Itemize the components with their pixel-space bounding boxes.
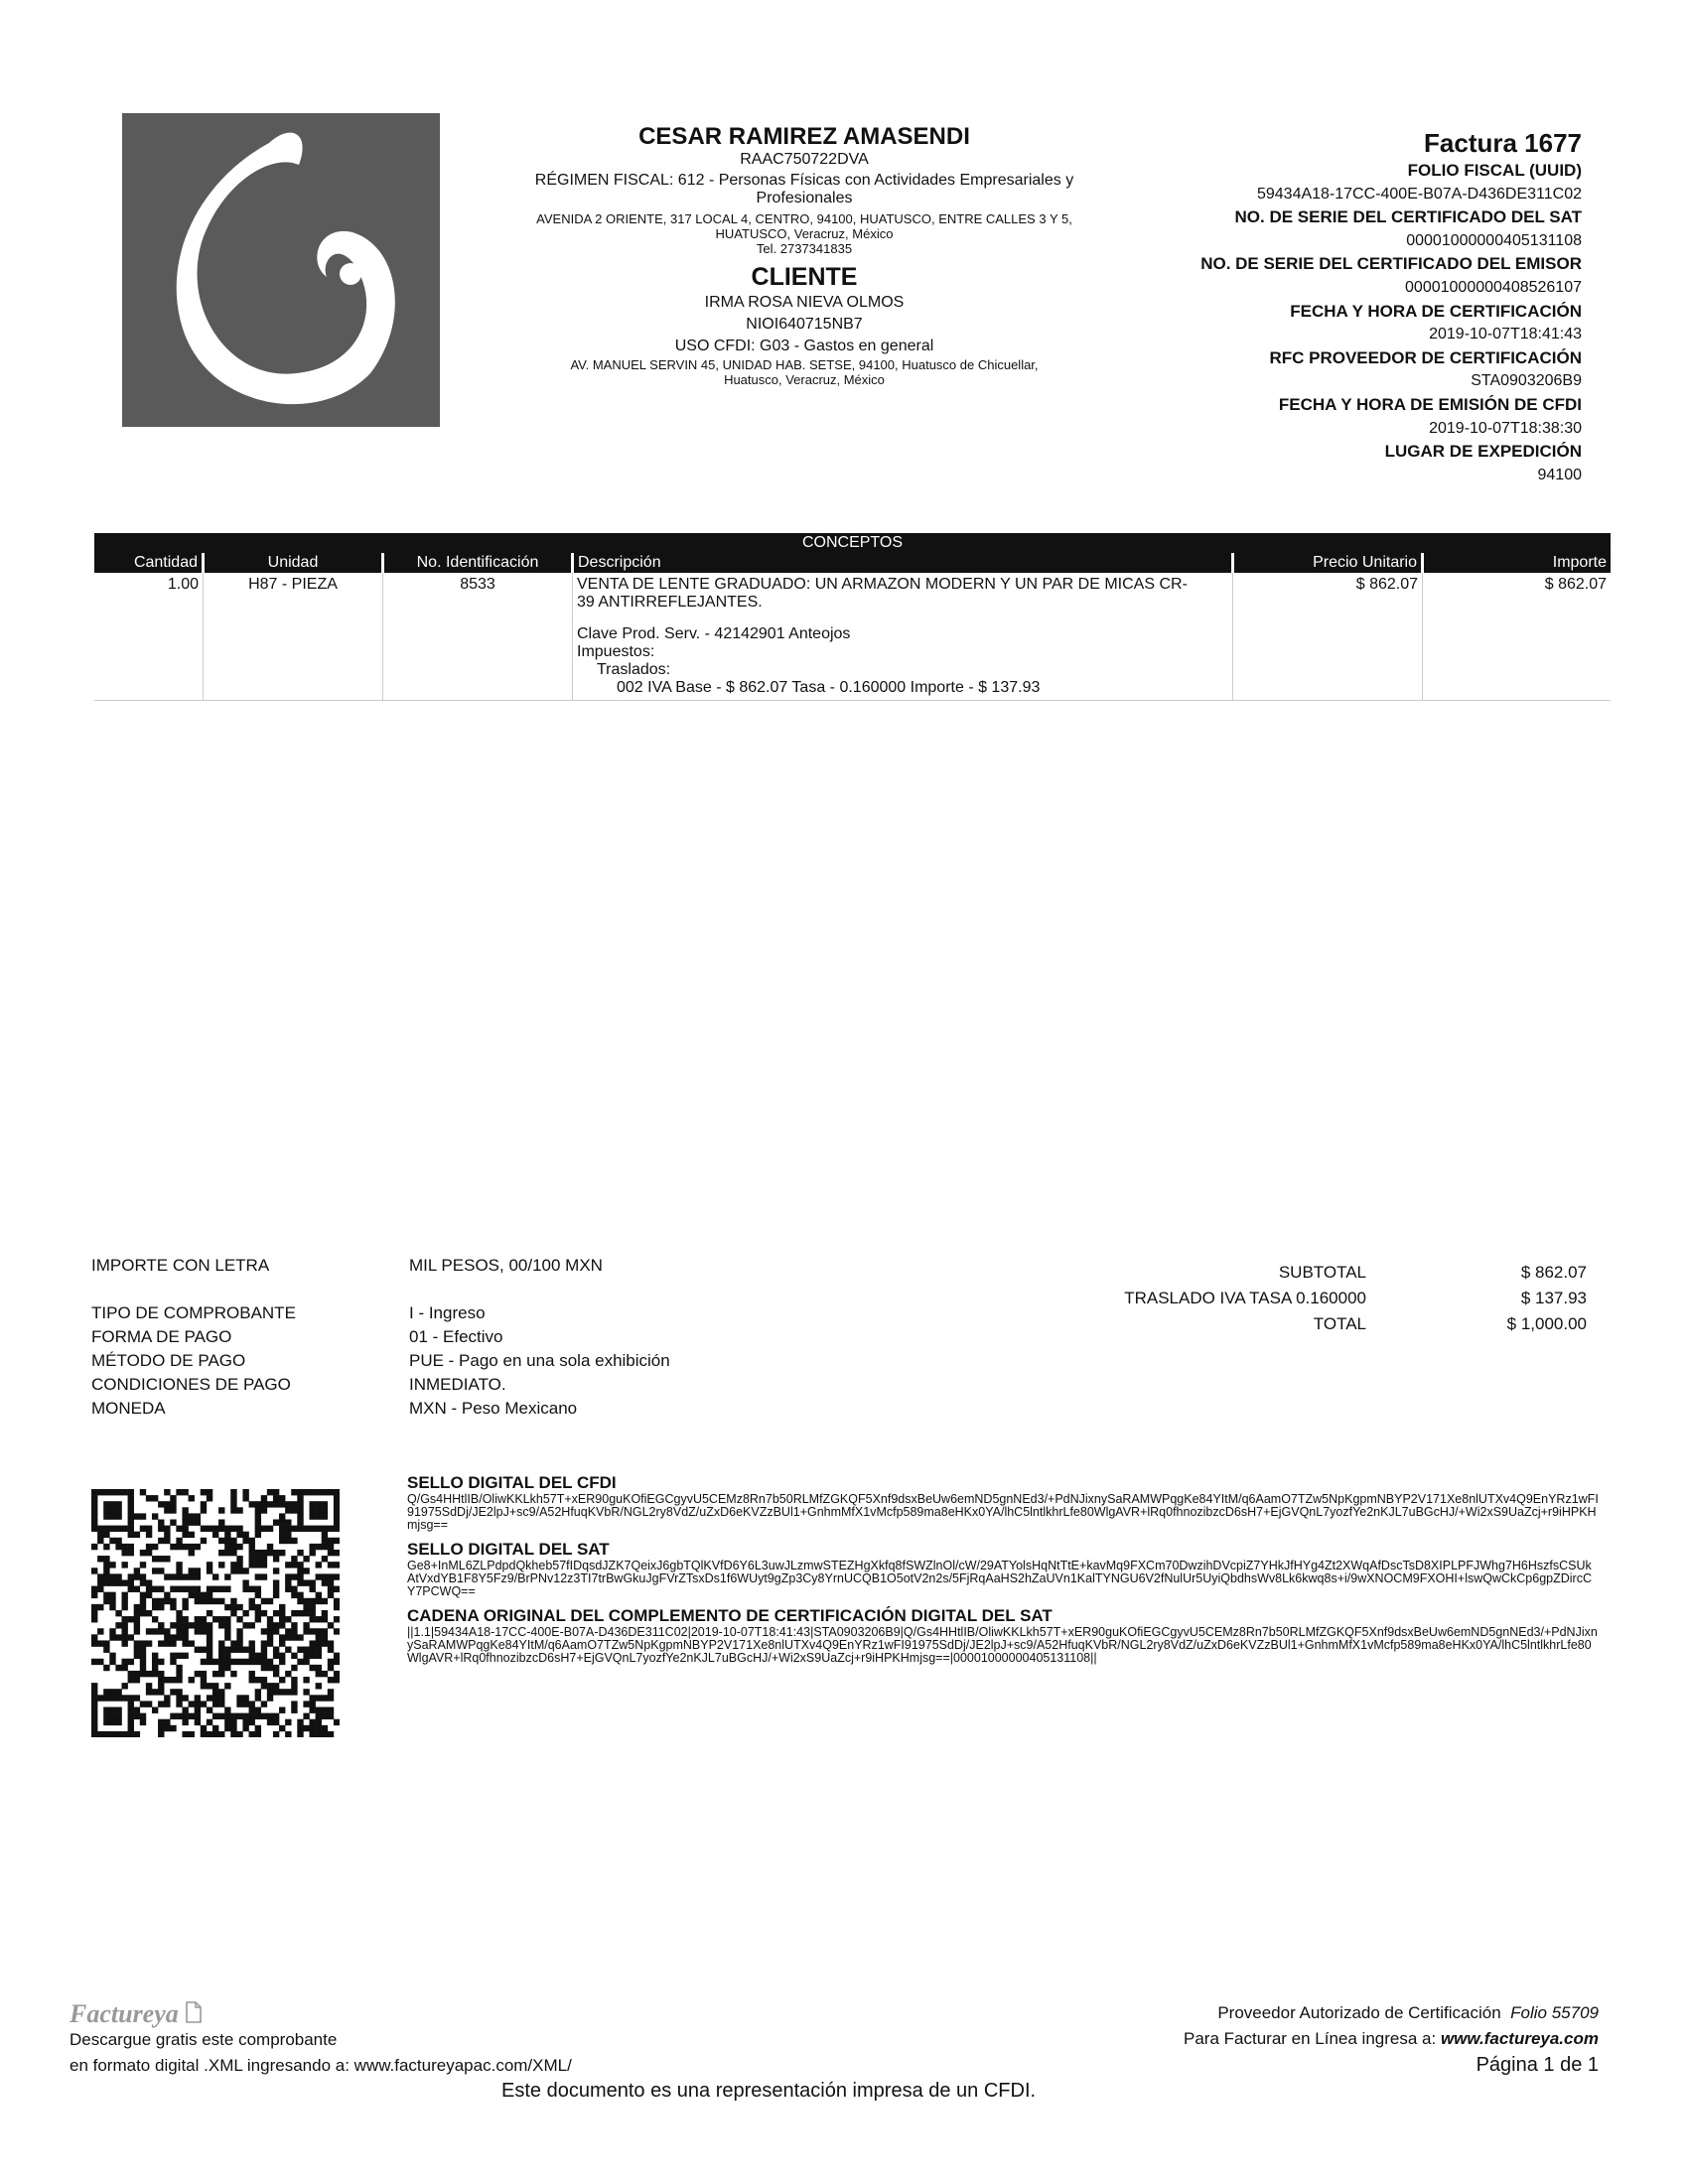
subtotal-value: $ 862.07	[1520, 1263, 1587, 1282]
client-name: IRMA ROSA NIEVA OLMOS	[704, 294, 905, 311]
cell-importe: $ 862.07	[1423, 573, 1612, 701]
summary-values	[409, 1254, 670, 1421]
issuer-name: CESAR RAMIREZ AMASENDI	[638, 123, 970, 150]
summary-labels	[91, 1254, 296, 1421]
qr-code	[91, 1489, 340, 1737]
col-descripcion: Descripción	[573, 553, 1233, 573]
tipo-value: I - Ingreso	[409, 1303, 486, 1322]
col-importe: Importe	[1423, 553, 1612, 573]
sello-cfdi-value: Q/Gs4HHtlIB/OliwKKLkh57T+xER90guKOfiEGCgyvU5CEMz8Rn7b50RLMfZGKQF5Xnf9dsxBeUw6emND5gnNEd3/+PdNJixnySaRAMWPqgKe84YItM/q6AamO7TZw5NpKgpmNBYP2V171Xe8nlUTXv4Q9EnYRz1wFI91975SdDj/JE2lpJ+sc9/A52HfuqKVbR/NGL2ry8VdZ/uZxD6eKVZzBUl1+GnhmMfX1vMcfp589ma8eHKx0YA/lhC5lntlkhrLfe80WlgAVR+lRq0fhnozibzcD6sH7+EjGVQnL7yozfYe2nKJL7uBGcHJ/+Wi2xS9UaZcj+r9iHPKHmjsg==	[407, 1492, 1599, 1532]
footer-left	[70, 2000, 572, 2079]
subtotal-label: SUBTOTAL	[1278, 1263, 1366, 1282]
importe-letra-value: MIL PESOS, 00/100 MXN	[409, 1256, 603, 1275]
footer-right	[1184, 2000, 1599, 2078]
cert-date-value: 2019-10-07T18:41:43	[1429, 326, 1582, 343]
rfc-prov-value: STA0903206B9	[1471, 372, 1582, 390]
cell-precio: $ 862.07	[1233, 573, 1423, 701]
total-label: TOTAL	[1313, 1314, 1366, 1333]
representacion-text: Este documento es una representación impresa de un CFDI.	[501, 2080, 1037, 2102]
concepts-table	[94, 553, 1611, 701]
issuer-rfc: RAAC750722DVA	[740, 151, 869, 168]
sello-sat-value: Ge8+InML6ZLPdpdQkheb57fIDqsdJZK7QeixJ6gbTQlKVfD6Y6L3uwJLzmwSTEZHgXkfq8fSWZlnOl/cW/29ATYolsHqNtTtE+kavMq9FXCm70DwzihDVcpiZ7YHkJfHYg4Zt2XWqAfDscTsD8XIPLPFJWhg7H6HszfsCSUkAtVxdYB1F8Y5Fz9/BrPNv12z3TI7trBwGkuJgFVrZTsxDs1f6WUyt9gZp3Cy8YrnUCQB1O5otV2n2s/5FjRqAaHS2hZaUVn1KalTYNGU6V2fNulUr5UyiQbdhsWv8Lk6kwq8s+i/9wXNOCM9FXOHI+lswQwCkCp6gpZDircCY7PCWQ==	[407, 1559, 1592, 1598]
total-value: $ 1,000.00	[1506, 1314, 1587, 1333]
logo-swirl-icon	[122, 113, 440, 427]
pac-folio: Folio 55709	[1510, 2003, 1599, 2022]
issuer-address: AVENIDA 2 ORIENTE, 317 LOCAL 4, CENTRO, 94100, HUATUSCO, ENTRE CALLES 3 Y 5, HUATUSCO, Veracruz, México	[536, 211, 1072, 241]
issuer-block	[467, 123, 1142, 387]
cadena-value: ||1.1|59434A18-17CC-400E-B07A-D436DE311C02|2019-10-07T18:41:43|STA0903206B9|Q/Gs4HHtlIB/OliwKKLkh57T+xER90guKOfiEGCgyvU5CEMz8Rn7b50RLMfZGKQF5Xnf9dsxBeUw6emND5gnNEd3/+PdNJixnySaRAMWPqgKe84YItM/q6AamO7TZw5NpKgpmNBYP2V171Xe8nlUTXv4Q9EnYRz1wFI91975SdDj/JE2lpJ+sc9/A52HfuqKVbR/NGL2ry8VdZ/uZxD6eKVZzBUl1+GnhmMfX1vMcfp589ma8eHKx0YA/lhC5lntlkhrLfe80WlgAVR+lRq0fhnozibzcD6sH7+EjGVQnL7yozfYe2nKJL7uBGcHJ/+Wi2xS9UaZcj+r9iHPKHmjsg==|00001000000405131108||	[407, 1625, 1598, 1665]
client-rfc: NIOI640715NB7	[746, 316, 863, 333]
lugar-value: 94100	[1537, 466, 1582, 483]
download-line1: Descargue gratis este comprobante	[70, 2030, 338, 2049]
description-text: VENTA DE LENTE GRADUADO: UN ARMAZON MODERN Y UN PAR DE MICAS CR-39 ANTIRREFLEJANTES.	[577, 576, 1188, 611]
condiciones-label: CONDICIONES DE PAGO	[91, 1375, 291, 1394]
cell-identificacion: 8533	[383, 573, 573, 701]
cadena-label: CADENA ORIGINAL DEL COMPLEMENTO DE CERTIFICACIÓN DIGITAL DEL SAT	[407, 1606, 1053, 1625]
download-line2: en formato digital .XML ingresando a: www.factureyapac.com/XML/	[70, 2056, 572, 2075]
impuestos-label: Impuestos:	[577, 643, 655, 660]
concepts-heading: CONCEPTOS	[94, 533, 1611, 553]
iva-label: TRASLADO IVA TASA 0.160000	[1124, 1289, 1366, 1307]
sello-sat-label: SELLO DIGITAL DEL SAT	[407, 1540, 610, 1559]
moneda-label: MONEDA	[91, 1399, 166, 1418]
facturar-label: Para Facturar en Línea ingresa a:	[1184, 2029, 1437, 2048]
emision-value: 2019-10-07T18:38:30	[1429, 419, 1582, 437]
forma-value: 01 - Efectivo	[409, 1327, 503, 1346]
fiscal-block	[1065, 127, 1582, 486]
table-row	[94, 573, 1611, 701]
sat-cert-label: NO. DE SERIE DEL CERTIFICADO DEL SAT	[1234, 207, 1582, 227]
seals-section	[407, 1469, 1599, 1665]
total-row	[1124, 1312, 1587, 1336]
col-unidad: Unidad	[204, 553, 383, 573]
invoice-title: Factura 1677	[1424, 128, 1582, 158]
iva-detail: 002 IVA Base - $ 862.07 Tasa - 0.160000 Importe - $ 137.93	[617, 679, 1041, 696]
qr-code-icon	[91, 1489, 340, 1737]
forma-label: FORMA DE PAGO	[91, 1327, 232, 1346]
page-number: Página 1 de 1	[1476, 2054, 1599, 2076]
metodo-value: PUE - Pago en una sola exhibición	[409, 1351, 670, 1370]
emisor-cert-value: 00001000000408526107	[1405, 278, 1582, 296]
issuer-regimen: RÉGIMEN FISCAL: 612 - Personas Físicas con Actividades Empresariales y Profesionales	[534, 172, 1074, 206]
iva-value: $ 137.93	[1520, 1289, 1587, 1307]
traslados-label: Traslados:	[597, 661, 671, 678]
emisor-cert-label: NO. DE SERIE DEL CERTIFICADO DEL EMISOR	[1200, 254, 1582, 274]
document-icon	[185, 2000, 203, 2024]
pac-label: Proveedor Autorizado de Certificación	[1217, 2003, 1501, 2022]
col-precio: Precio Unitario	[1233, 553, 1423, 573]
emision-label: FECHA Y HORA DE EMISIÓN DE CFDI	[1278, 394, 1582, 414]
totals-table	[1122, 1259, 1589, 1338]
subtotal-row	[1124, 1261, 1587, 1285]
concepts-section	[94, 533, 1611, 701]
factureya-logo	[70, 2000, 572, 2027]
sat-cert-value: 00001000000405131108	[1406, 231, 1582, 249]
metodo-label: MÉTODO DE PAGO	[91, 1351, 246, 1370]
cell-cantidad: 1.00	[94, 573, 204, 701]
sello-cfdi-label: SELLO DIGITAL DEL CFDI	[407, 1473, 617, 1492]
lugar-label: LUGAR DE EXPEDICIÓN	[1384, 442, 1582, 462]
issuer-tel: Tel. 2737341835	[756, 241, 853, 256]
uuid-label: FOLIO FISCAL (UUID)	[1407, 161, 1582, 180]
tipo-label: TIPO DE COMPROBANTE	[91, 1303, 296, 1322]
client-heading: CLIENTE	[751, 263, 858, 291]
cell-unidad: H87 - PIEZA	[204, 573, 383, 701]
iva-row	[1124, 1287, 1587, 1310]
importe-letra-label: IMPORTE CON LETRA	[91, 1256, 270, 1275]
condiciones-value: INMEDIATO.	[409, 1375, 506, 1394]
uuid-value: 59434A18-17CC-400E-B07A-D436DE311C02	[1256, 185, 1582, 203]
factureya-brand: Factureya	[70, 1999, 179, 2028]
cell-descripcion	[573, 573, 1233, 701]
company-logo	[122, 113, 440, 427]
cert-date-label: FECHA Y HORA DE CERTIFICACIÓN	[1290, 301, 1582, 321]
client-uso-cfdi: USO CFDI: G03 - Gastos en general	[674, 338, 934, 354]
moneda-value: MXN - Peso Mexicano	[409, 1399, 578, 1418]
col-cantidad: Cantidad	[94, 553, 204, 573]
client-address: AV. MANUEL SERVIN 45, UNIDAD HAB. SETSE, 94100, Huatusco de Chicuellar, Huatusco, Veracruz, México	[570, 357, 1039, 387]
rfc-prov-label: RFC PROVEEDOR DE CERTIFICACIÓN	[1269, 347, 1582, 367]
clave-prod: Clave Prod. Serv. - 42142901 Anteojos	[577, 625, 851, 642]
col-identificacion: No. Identificación	[383, 553, 573, 573]
facturar-url[interactable]: www.factureya.com	[1440, 2029, 1599, 2048]
